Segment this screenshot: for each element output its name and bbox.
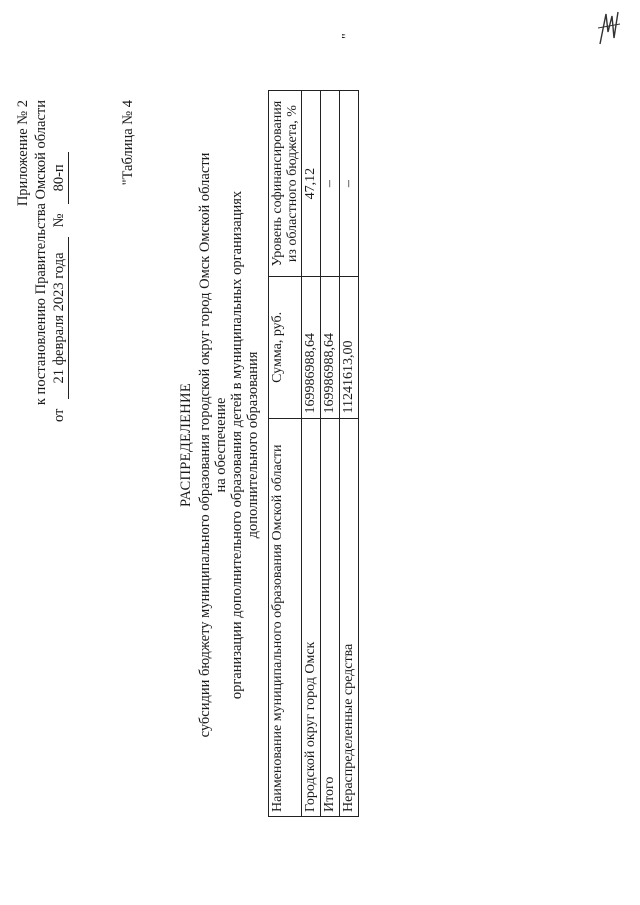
table-row <box>302 91 321 817</box>
decree-date: 21 февраля 2023 года <box>50 237 69 399</box>
table-number: "Таблица № 4 <box>120 100 136 186</box>
from-label: от <box>51 408 67 422</box>
table-header-row <box>269 91 302 817</box>
cell-municipality: Нераспределенные средства <box>340 418 359 816</box>
table-row <box>340 91 359 817</box>
appendix-block <box>14 100 69 430</box>
cell-cofinancing: 47,12 <box>302 91 321 277</box>
header-cofinancing: Уровень софинансирования из областного бюджета, % <box>269 91 302 277</box>
appendix-date-row <box>50 100 69 430</box>
distribution-table <box>268 90 359 817</box>
number-label: № <box>51 213 67 228</box>
decree-number: 80-п <box>50 152 69 204</box>
header-amount: Сумма, руб. <box>269 277 302 418</box>
cell-cofinancing: – <box>340 91 359 277</box>
subtitle-line-3: дополнительного образования <box>245 351 261 539</box>
subtitle-line-2: организации дополнительного образования детей в муниципальных организациях <box>229 190 245 700</box>
closing-quote: " <box>340 33 355 39</box>
header-municipality: Наименование муниципального образования Омской области <box>269 418 302 816</box>
document-heading: РАСПРЕДЕЛЕНИЕ <box>178 383 194 507</box>
appendix-reference: к постановлению Правительства Омской области <box>33 100 49 406</box>
cell-amount: 169986988,64 <box>321 277 340 418</box>
appendix-title: Приложение № 2 <box>15 100 31 207</box>
table-row <box>321 91 340 817</box>
cell-amount: 169986988,64 <box>302 277 321 418</box>
cell-cofinancing: – <box>321 91 340 277</box>
cell-municipality: Итого <box>321 418 340 816</box>
cell-amount: 11241613,00 <box>340 277 359 418</box>
title-block <box>178 145 261 745</box>
subtitle-line-1: субсидии бюджету муниципального образования городской округ город Омск Омской области на обеспечение <box>197 152 229 738</box>
cell-municipality: Городской округ город Омск <box>302 418 321 816</box>
